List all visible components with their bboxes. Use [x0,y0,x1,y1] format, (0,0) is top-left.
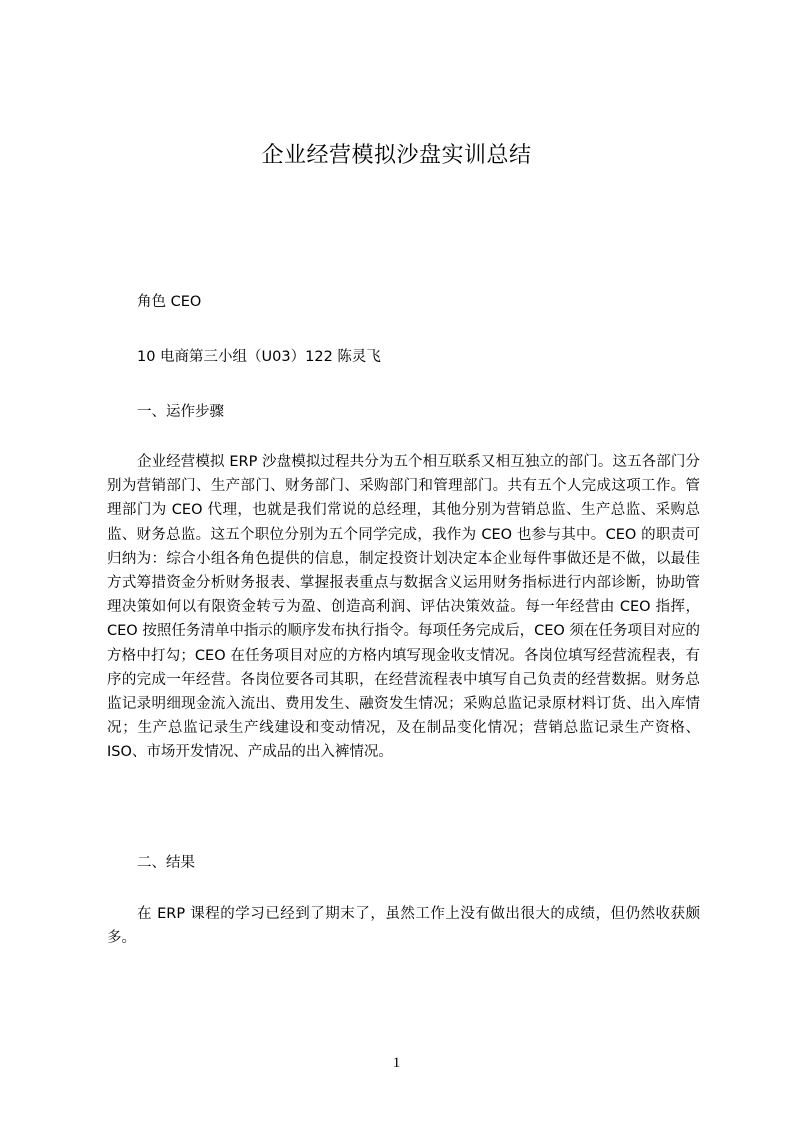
section2-heading: 二、结果 [137,855,195,871]
document-title: 企业经营模拟沙盘实训总结 [261,143,532,168]
section1-paragraph: 企业经营模拟 ERP 沙盘模拟过程共分为五个相互联系又相互独立的部门。这五各部门分别为营销部门、生产部门、财务部门、采购部门和管理部门。共有五个人完成这项工作。管理部门为 CEO 代理，也就是我们常说的总经理，其他分别为营销总监、生产总监、采购总监、财务总监。这五个职位分别为五个同学完成，我作为 CEO 也参与其中。CEO 的职责可归纳为：综合小组各角色提供的信息，制定投资计划决定本企业每件事做还是不做，以最佳方式筹措资金分析财务报表、掌握报表重点与数据含义运用财务指标进行内部诊断，协助管理决策如何以有限资金转亏为盈、创造高利润、评估决策效益。每一年经营由 CEO 指挥，CEO 按照任务清单中指示的顺序发布执行指令。每项任务完成后，CEO 须在任务项目对应的方格中打勾；CEO 在任务项目对应的方格内填写现金收支情况。各岗位填写经营流程表，有序的完成一年经营。各岗位要各司其职，在经营流程表中填写自己负责的经营数据。财务总监记录明细现金流入流出、费用发生、融资发生情况；采购总监记录原材料订货、出入库情况；生产总监记录生产线建设和变动情况，及在制品变化情况；营销总监记录生产资格、ISO、市场开发情况、产成品的出入裤情况。 [107,454,700,761]
section2-paragraph: 在 ERP 课程的学习已经到了期末了，虽然工作上没有做出很大的成绩，但仍然收获颇多。 [107,906,700,947]
role-line: 角色 CEO [137,294,202,310]
page-number: 1 [392,1055,401,1071]
group-line: 10 电商第三小组（U03）122 陈灵飞 [137,349,381,365]
section1-heading: 一、运作步骤 [137,404,224,420]
